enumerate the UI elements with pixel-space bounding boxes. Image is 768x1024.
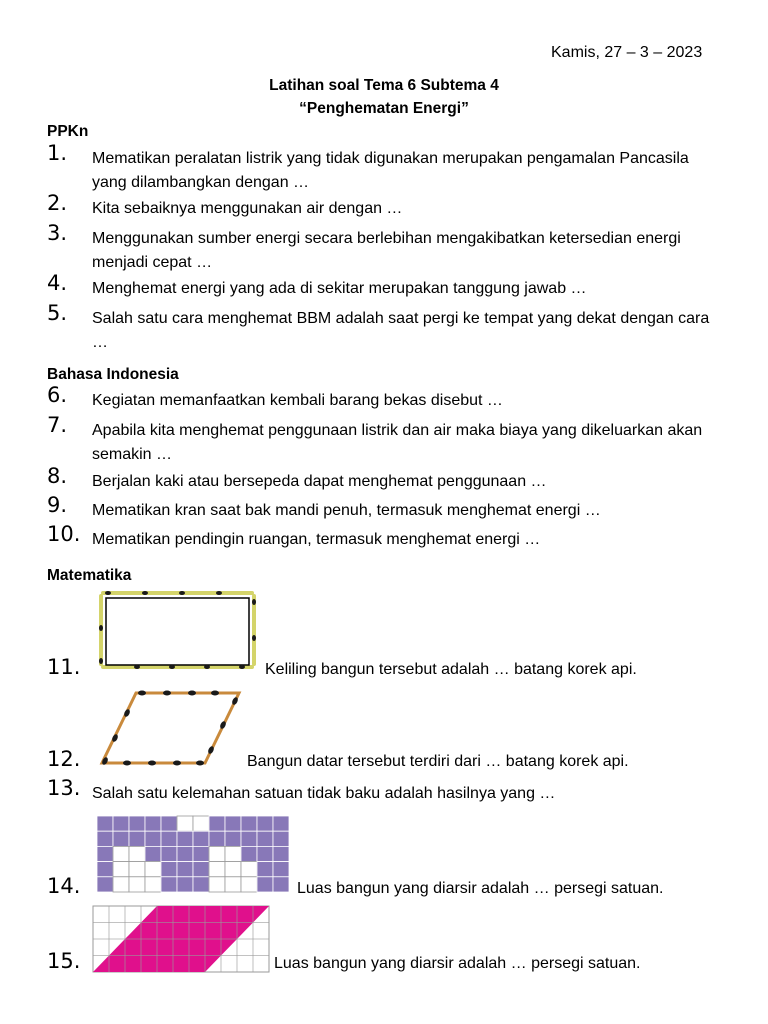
question-text: Menghemat energi yang ada di sekitar merupakan tanggung jawab … — [92, 280, 587, 297]
question-text: Keliling bangun tersebut adalah … batang korek api. — [265, 661, 637, 678]
question-text: Bangun datar tersebut terdiri dari … batang korek api. — [247, 753, 629, 770]
question-number: 5. — [47, 301, 68, 325]
question-text: Luas bangun yang diarsir adalah … persegi satuan. — [297, 880, 664, 897]
question-text: Luas bangun yang diarsir adalah … persegi satuan. — [274, 955, 641, 972]
question-number: 9. — [47, 493, 68, 517]
question-text: Kita sebaiknya menggunakan air dengan … — [92, 200, 403, 217]
shaded-grid-purple — [97, 816, 289, 892]
question-number: 13. — [47, 776, 81, 800]
question-text: Salah satu cara menghemat BBM adalah saat pergi ke tempat yang dekat dengan cara … — [92, 310, 710, 351]
question-number: 12. — [47, 747, 81, 771]
question-number: 3. — [47, 221, 68, 245]
question-number: 11. — [47, 655, 81, 679]
question-number: 6. — [47, 383, 68, 407]
question-text: Salah satu kelemahan satuan tidak baku adalah hasilnya yang … — [92, 785, 556, 802]
matchstick-rectangle — [97, 590, 262, 670]
question-text: Mematikan pendingin ruangan, termasuk menghemat energi … — [92, 531, 541, 548]
question-number: 15. — [47, 949, 81, 973]
question-number: 4. — [47, 271, 68, 295]
question-text: Kegiatan memanfaatkan kembali barang bekas disebut … — [92, 392, 503, 409]
shaded-grid-magenta — [93, 906, 269, 974]
question-number: 2. — [47, 191, 68, 215]
question-number: 7. — [47, 413, 68, 437]
matchstick-parallelogram — [97, 688, 245, 768]
question-number: 14. — [47, 874, 81, 898]
worksheet-subtitle: “Penghematan Energi” — [299, 100, 469, 117]
date: Kamis, 27 – 3 – 2023 — [551, 44, 703, 61]
question-text: Menggunakan sumber energi secara berlebihan mengakibatkan ketersedian energi menjadi cepat … — [92, 230, 681, 271]
question-text: Apabila kita menghemat penggunaan listrik dan air maka biaya yang dikeluarkan akan semakin … — [92, 422, 703, 463]
question-text: Mematikan kran saat bak mandi penuh, termasuk menghemat energi … — [92, 502, 601, 519]
question-text: Berjalan kaki atau bersepeda dapat menghemat penggunaan … — [92, 473, 547, 490]
question-number: 8. — [47, 464, 68, 488]
section-matematika: Matematika — [47, 567, 132, 584]
worksheet-title: Latihan soal Tema 6 Subtema 4 — [269, 77, 499, 94]
question-number: 1. — [47, 141, 68, 165]
section-ppkn: PPKn — [47, 123, 89, 140]
section-bahasa-indonesia: Bahasa Indonesia — [47, 366, 179, 383]
question-text: Mematikan peralatan listrik yang tidak digunakan merupakan pengamalan Pancasila yang dilambangkan dengan … — [92, 150, 689, 191]
question-number: 10. — [47, 522, 81, 546]
